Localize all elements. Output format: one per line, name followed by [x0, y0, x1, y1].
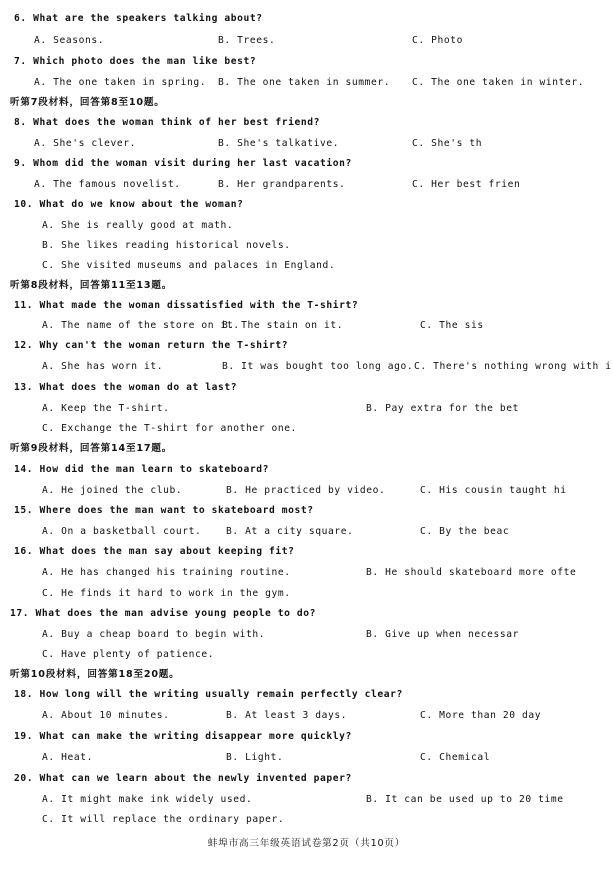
- option-20a: A. It might make ink widely used.: [42, 794, 253, 805]
- option-19b: B. Light.: [226, 752, 284, 763]
- option-11a: A. The name of the store on it.: [42, 320, 240, 331]
- option-10a: A. She is really good at math.: [42, 220, 234, 231]
- question-6: 6. What are the speakers talking about?: [14, 13, 263, 24]
- option-15b: B. At a city square.: [226, 526, 354, 537]
- option-9b: B. Her grandparents.: [218, 179, 346, 190]
- option-8a: A. She's clever.: [34, 138, 137, 149]
- question-10: 10. What do we know about the woman?: [14, 199, 244, 210]
- question-7: 7. Which photo does the man like best?: [14, 56, 257, 67]
- question-8: 8. What does the woman think of her best friend?: [14, 117, 321, 128]
- question-18: 18. How long will the writing usually remain perfectly clear?: [14, 689, 403, 700]
- option-11c: C. The sis: [420, 320, 484, 331]
- option-9c: C. Her best frien: [412, 179, 521, 190]
- option-12b: B. It was bought too long ago.: [222, 361, 414, 372]
- option-8b: B. She's talkative.: [218, 138, 340, 149]
- section-heading-9: 听第9段材料，回答第14至17题。: [10, 443, 173, 454]
- option-17c: C. Have plenty of patience.: [42, 649, 215, 660]
- section-heading-10: 听第10段材料，回答第18至20题。: [10, 669, 180, 680]
- option-17b: B. Give up when necessar: [366, 629, 520, 640]
- option-16b: B. He should skateboard more ofte: [366, 567, 577, 578]
- option-15a: A. On a basketball court.: [42, 526, 202, 537]
- option-19c: C. Chemical: [420, 752, 491, 763]
- question-9: 9. Whom did the woman visit during her last vacation?: [14, 158, 352, 169]
- option-14a: A. He joined the club.: [42, 485, 183, 496]
- question-17: 17. What does the man advise young people to do?: [10, 608, 317, 619]
- option-7c: C. The one taken in winter.: [412, 77, 585, 88]
- section-heading-8: 听第8段材料，回答第11至13题。: [10, 280, 173, 291]
- option-14c: C. His cousin taught hi: [420, 485, 567, 496]
- option-7a: A. The one taken in spring.: [34, 77, 207, 88]
- option-12c: C. There's nothing wrong with i: [414, 361, 612, 372]
- question-16: 16. What does the man say about keeping fit?: [14, 546, 295, 557]
- option-13c: C. Exchange the T-shirt for another one.: [42, 423, 298, 434]
- option-10b: B. She likes reading historical novels.: [42, 240, 291, 251]
- option-13a: A. Keep the T-shirt.: [42, 403, 170, 414]
- option-17a: A. Buy a cheap board to begin with.: [42, 629, 266, 640]
- option-6a: A. Seasons.: [34, 35, 105, 46]
- option-19a: A. Heat.: [42, 752, 94, 763]
- option-20c: C. It will replace the ordinary paper.: [42, 814, 285, 825]
- page-footer: 蚌埠市高三年级英语试卷第2页（共10页）: [207, 838, 406, 849]
- option-6c: C. Photo: [412, 35, 464, 46]
- option-14b: B. He practiced by video.: [226, 485, 386, 496]
- option-20b: B. It can be used up to 20 time: [366, 794, 564, 805]
- option-18b: B. At least 3 days.: [226, 710, 348, 721]
- question-11: 11. What made the woman dissatisfied with the T-shirt?: [14, 300, 359, 311]
- option-6b: B. Trees.: [218, 35, 276, 46]
- question-20: 20. What can we learn about the newly invented paper?: [14, 773, 352, 784]
- option-18a: A. About 10 minutes.: [42, 710, 170, 721]
- question-19: 19. What can make the writing disappear more quickly?: [14, 731, 352, 742]
- question-14: 14. How did the man learn to skateboard?: [14, 464, 270, 475]
- option-8c: C. She's th: [412, 138, 483, 149]
- option-15c: C. By the beac: [420, 526, 510, 537]
- option-10c: C. She visited museums and palaces in England.: [42, 260, 336, 271]
- option-12a: A. She has worn it.: [42, 361, 164, 372]
- option-16c: C. He finds it hard to work in the gym.: [42, 588, 291, 599]
- option-16a: A. He has changed his training routine.: [42, 567, 291, 578]
- option-18c: C. More than 20 day: [420, 710, 542, 721]
- option-7b: B. The one taken in summer.: [218, 77, 391, 88]
- question-13: 13. What does the woman do at last?: [14, 382, 238, 393]
- section-heading-7: 听第7段材料，回答第8至10题。: [10, 97, 165, 108]
- option-13b: B. Pay extra for the bet: [366, 403, 520, 414]
- option-11b: B. The stain on it.: [222, 320, 344, 331]
- question-15: 15. Where does the man want to skateboard most?: [14, 505, 314, 516]
- option-9a: A. The famous novelist.: [34, 179, 181, 190]
- question-12: 12. Why can't the woman return the T-shirt?: [14, 340, 289, 351]
